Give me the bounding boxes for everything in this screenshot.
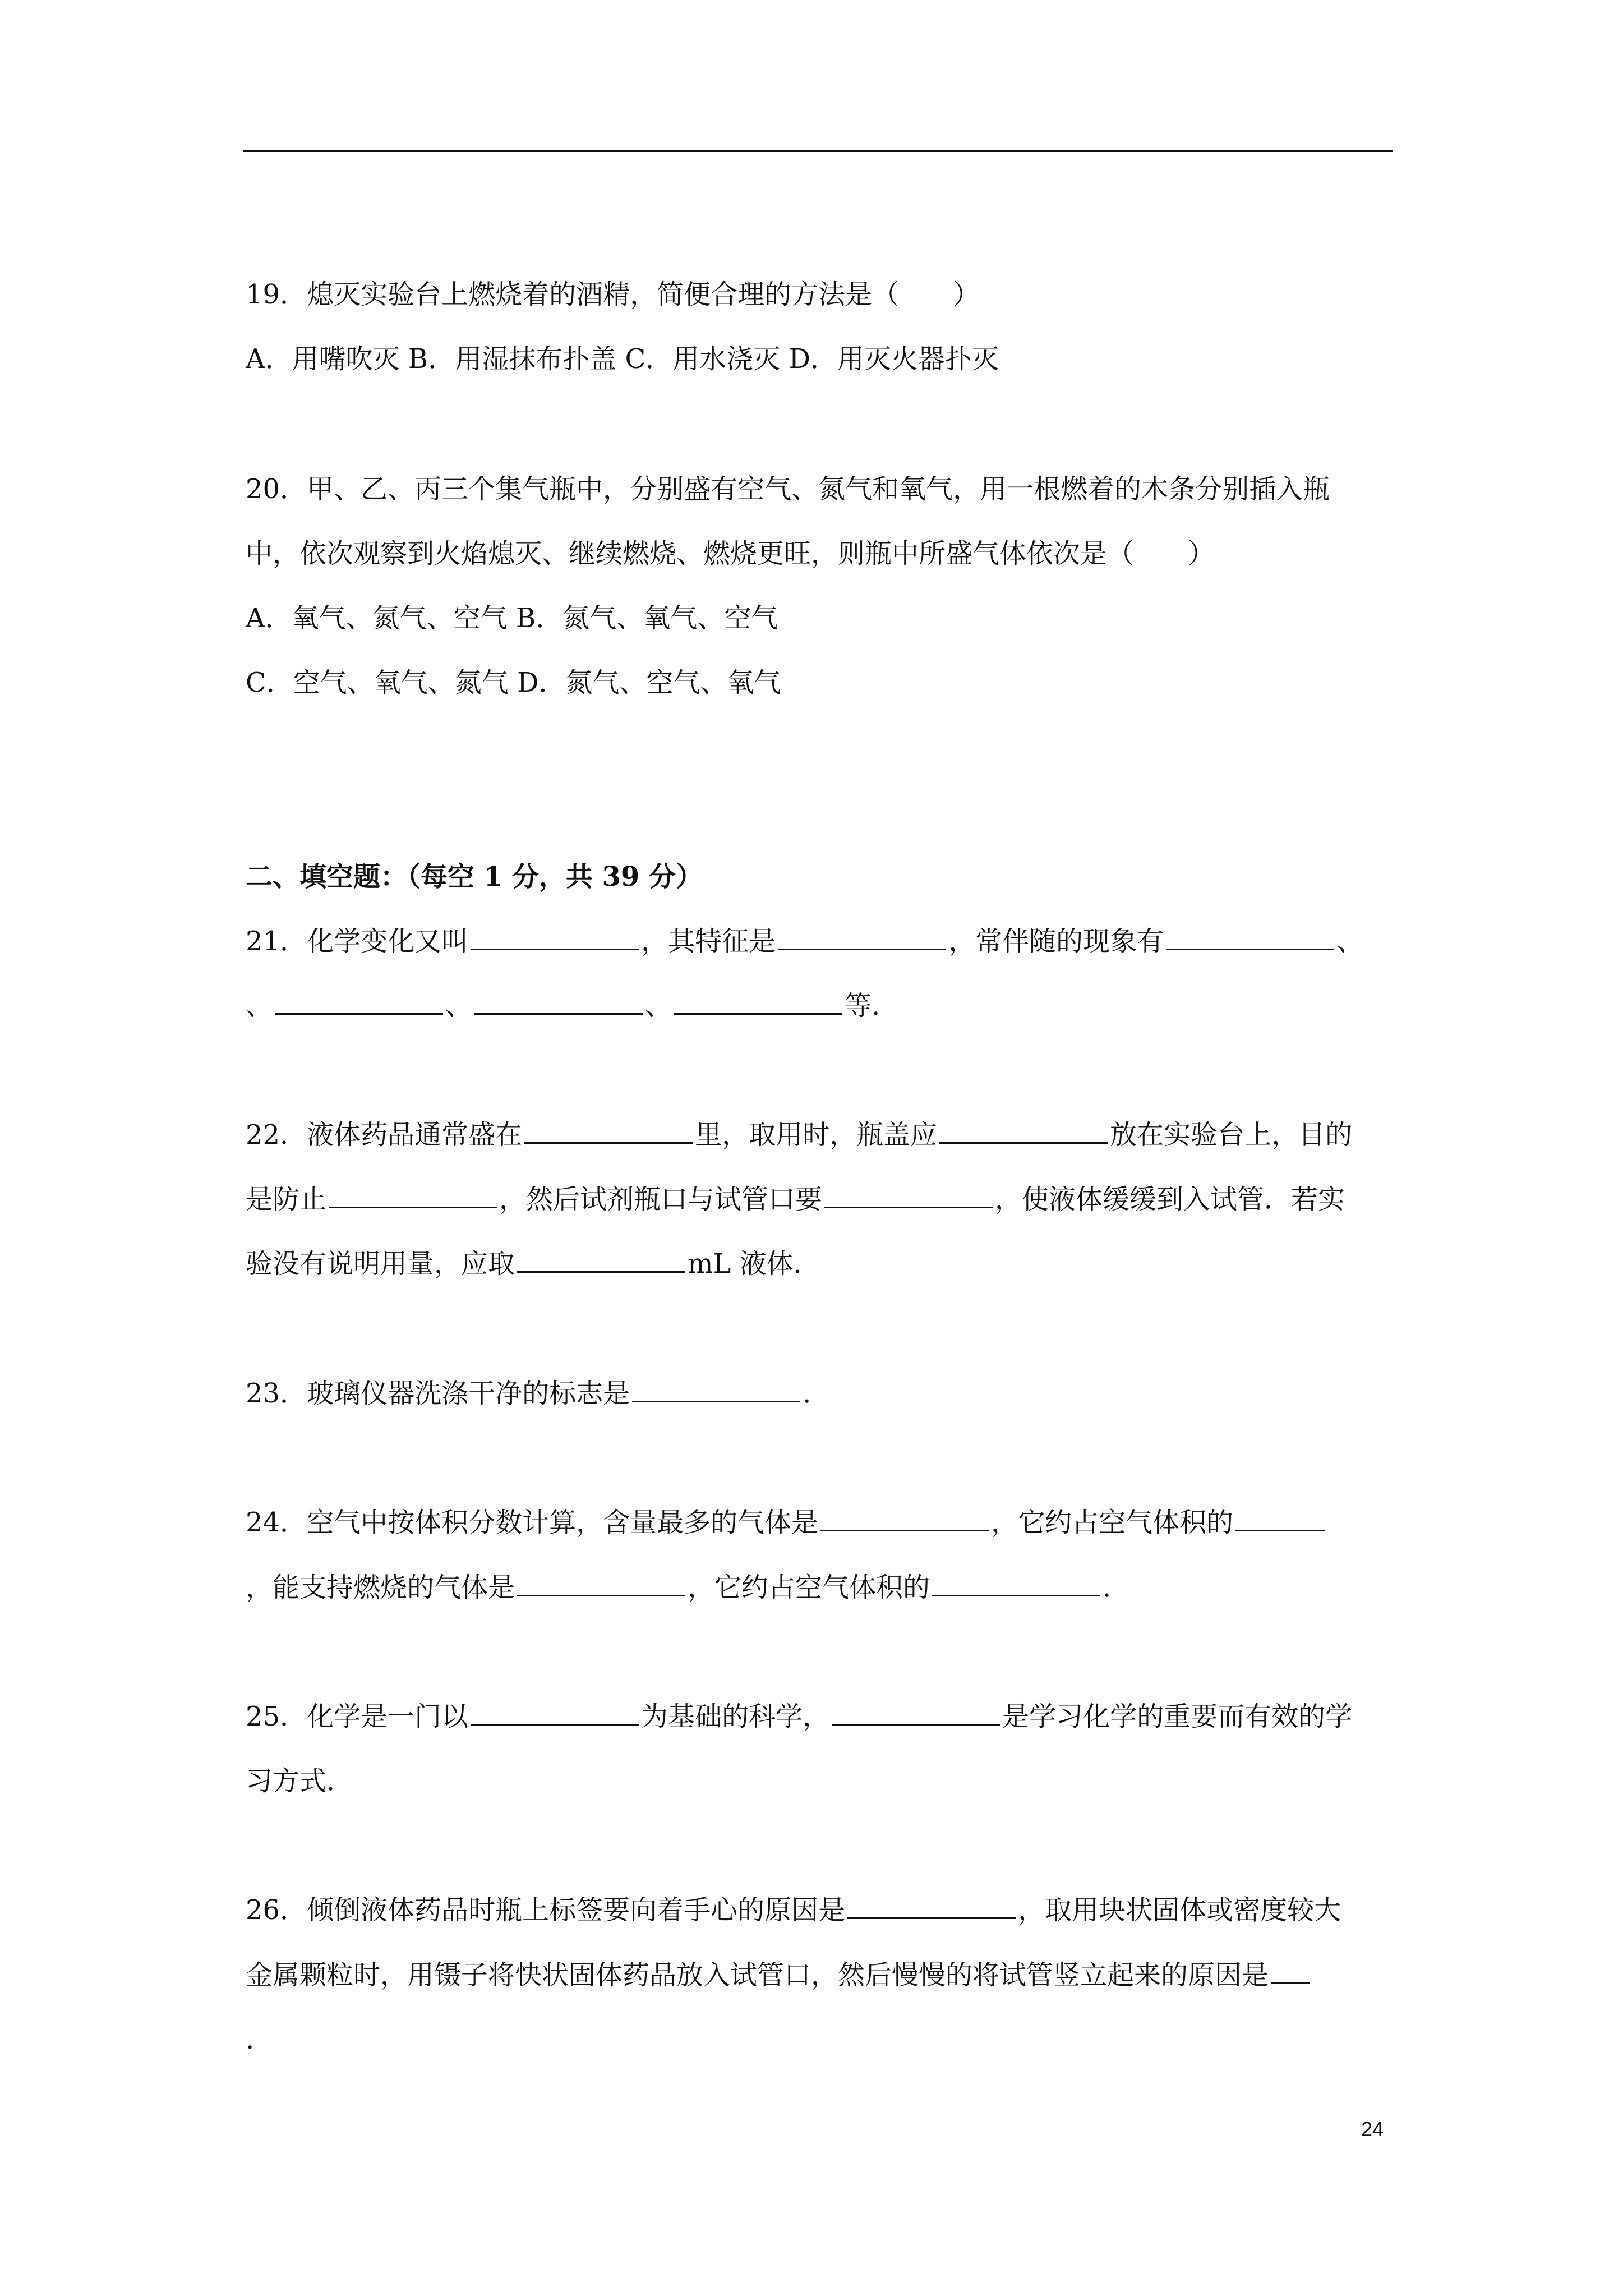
question-20-stem-line2: 中，依次观察到火焰熄灭、继续燃烧、燃烧更旺，则瓶中所盛气体依次是（ ）: [246, 538, 1215, 569]
q22-text: mL 液体．: [688, 1248, 820, 1280]
answer-blank[interactable]: [674, 991, 842, 1015]
answer-blank[interactable]: [524, 1120, 693, 1144]
question-25-line1: [246, 1700, 1352, 1733]
answer-blank[interactable]: [778, 926, 946, 950]
q23-text: ．: [803, 1378, 830, 1409]
question-22-line2: [246, 1182, 1345, 1216]
answer-blank[interactable]: [939, 1120, 1108, 1144]
q25-text: 为基础的科学，: [641, 1701, 830, 1732]
answer-blank[interactable]: [820, 1507, 989, 1531]
question-20-stem-line1: 20．甲、乙、丙三个集气瓶中，分别盛有空气、氮气和氧气，用一根燃着的木条分别插入瓶: [246, 473, 1330, 505]
q21-text: 21．化学变化又叫: [246, 926, 469, 957]
answer-blank[interactable]: [329, 1184, 497, 1208]
question-21-line2: [246, 989, 880, 1023]
q21-text: 、: [246, 990, 273, 1022]
question-19-options: A．用嘴吹灭 B．用湿抹布扑盖 C．用水浇灭 D．用灭火器扑灭: [246, 343, 999, 375]
q26-text: ，取用块状固体或密度较大: [1018, 1894, 1341, 1926]
q21-text: 、: [445, 990, 473, 1022]
header-rule: [243, 150, 1393, 152]
question-22-line1: [246, 1118, 1352, 1152]
q26-text: 26．倾倒液体药品时瓶上标签要向着手心的原因是: [246, 1894, 846, 1926]
question-22-line3: [246, 1247, 820, 1281]
q24-text: ，它约占空气体积的: [991, 1507, 1234, 1538]
question-21-line1: [246, 924, 1363, 958]
q25-text: 是学习化学的重要而有效的学: [1002, 1701, 1353, 1732]
answer-blank[interactable]: [1235, 1507, 1325, 1531]
question-26-line1: [246, 1893, 1341, 1927]
q24-text: 24．空气中按体积分数计算，含量最多的气体是: [246, 1507, 819, 1538]
q21-text: ，常伴随的现象有: [948, 926, 1164, 957]
q22-text: 22．液体药品通常盛在: [246, 1119, 523, 1151]
question-20-options-cd: C．空气、氧气、氮气 D．氮气、空气、氧气: [246, 667, 781, 698]
answer-blank[interactable]: [275, 991, 443, 1015]
question-26-line3: .: [246, 2024, 255, 2055]
answer-blank[interactable]: [517, 1572, 685, 1596]
question-26-line2: [246, 1958, 1312, 1992]
answer-blank[interactable]: [517, 1249, 685, 1273]
q22-text: 验没有说明用量，应取: [246, 1248, 515, 1280]
question-24-line1: [246, 1506, 1327, 1539]
question-23: [246, 1377, 829, 1410]
q21-text: ，其特征是: [641, 926, 776, 957]
answer-blank[interactable]: [824, 1184, 993, 1208]
q22-text: ，使液体缓缓到入试管．若实: [995, 1184, 1345, 1215]
q22-text: ，然后试剂瓶口与试管口要: [499, 1184, 823, 1215]
answer-blank[interactable]: [471, 1701, 639, 1726]
answer-blank[interactable]: [932, 1572, 1100, 1596]
answer-blank[interactable]: [847, 1895, 1016, 1919]
question-19-stem: 19．熄灭实验台上燃烧着的酒精，简便合理的方法是（ ）: [246, 279, 980, 310]
q22-text: 是防止: [246, 1184, 327, 1215]
answer-blank[interactable]: [1271, 1960, 1310, 1984]
answer-blank[interactable]: [632, 1378, 800, 1402]
answer-blank[interactable]: [474, 991, 643, 1015]
page-number: 24: [1361, 2118, 1384, 2141]
q22-text: 放在实验台上，目的: [1110, 1119, 1353, 1151]
q26-text: 金属颗粒时，用镊子将快状固体药品放入试管口，然后慢慢的将试管竖立起来的原因是: [246, 1959, 1269, 1991]
answer-blank[interactable]: [471, 926, 639, 950]
q24-text: ．: [1103, 1572, 1130, 1603]
answer-blank[interactable]: [832, 1701, 1000, 1726]
q21-text: 等.: [845, 990, 880, 1022]
question-25-line2: 习方式．: [246, 1765, 354, 1797]
q22-text: 里，取用时，瓶盖应: [695, 1119, 938, 1151]
q25-text: 25．化学是一门以: [246, 1701, 469, 1732]
q24-text: ，它约占空气体积的: [688, 1572, 930, 1603]
answer-blank[interactable]: [1166, 926, 1334, 950]
q21-text: 、: [1336, 926, 1364, 957]
q21-text: 、: [645, 990, 672, 1022]
q23-text: 23．玻璃仪器洗涤干净的标志是: [246, 1378, 630, 1409]
question-24-line2: [246, 1571, 1129, 1604]
question-20-options-ab: A．氧气、氮气、空气 B．氮气、氧气、空气: [246, 602, 778, 634]
q24-text: ，能支持燃烧的气体是: [246, 1572, 515, 1603]
section-title: 二、填空题：（每空 1 分，共 39 分）: [246, 861, 703, 892]
